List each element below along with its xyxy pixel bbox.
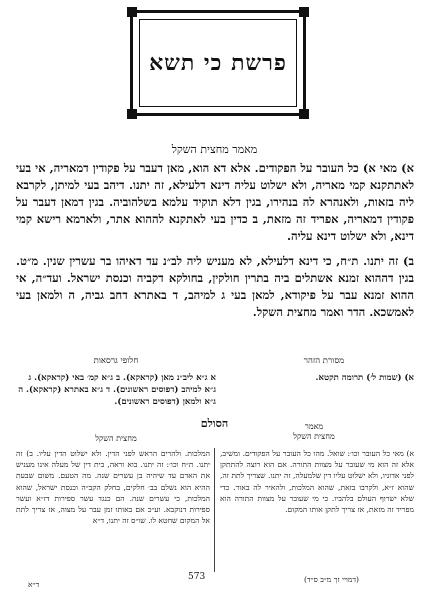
frame-ornament [299,7,309,17]
zohar-paragraph-2: ב) זה יתנו. ת״ח, כי דינא דלעילא, לא מעניש ליה לב״נ עד דאיהו בר עשרין שנין. מ״ט. בגין דההוא זמנא אשתלים ביה בתרין חולקין, בחולקא דקביה וכנסת ישראל. ועד״ה, אי ההוא זמנא עבר על פיקודא, למאן בעי ג למיהב, ד באתרא דחב גביה, ה ולמאן בעי לאמשכא. הדר ואמר מחצית השקל. [16,254,414,319]
article-heading: מאמר מחצית השקל [171,143,258,156]
commentary-subhead-right [274,422,354,442]
subhead-line-2: מחצית השקל [293,432,335,441]
parsha-title: פרשת כי תשא [149,50,287,76]
zohar-text [16,160,414,329]
variants-heading: חלופי גרסאות [93,356,139,366]
frame-ornament [299,109,309,119]
commentary-text-left: המלכות. ולהרים הראש לפני הדין. ולא ישלוט הדין עליו. ב) זה יתנו. ת״ח וכו׳: זה יתנו. בוא וראה, בית דין של מעלה אינו מעניש את האדם עד שיהיה בן עשרים שנה. מה הטעם. משום שבעת ההיא הוא נשלם בב׳ חלקים, בחלק הקב״ה וכנסת ישראל, שהוא המלכות, כי עשרים שנה. הם כנגד עשר ספירות דז״א ועשר ספירות דנוקבא. וע״כ אם באותו זמן עבר על מצוה, אז צריך לתת אל המקום שחטא לו. שו״ס זה יתנו, ד״א [16,449,210,526]
frame-ornament [127,109,137,119]
column-end-marker: ד״א [28,580,40,589]
commentary-text-right: א) מאי כל העובר וכו׳: שואל. מהו כל העובר על הפקודים. ומשיב, אלא זה הוא מי שעובר על מצוות התורה. אם הוא רוצה להתתקן לפני אדוניו, ולא ישלוט עליו דין שלמעלה, זה יתנו. שצריך לתת זה, שהוא ז״א, ולקרבו בזאת, שהוא המלכות, ולהאיר לה באור. כדי שלא ישרוף העולם בלהביו. כי מי שעובר על מצוות התורה הוא מפריד זה מזאת, אז צריך לתקן אותו המקום. [220,449,414,515]
frame-ornament [127,7,137,17]
variants-note [16,355,216,408]
title-frame-inner [139,19,297,107]
sources-note [234,355,414,384]
sources-heading: מסורת הזהר [303,356,345,366]
sources-body: א) (שמות ל׳) תרומה תקטא. [315,373,414,383]
subhead-line-1: מאמר [304,422,324,431]
commentary-column-right [220,448,414,515]
commentary-heading: הסולם [200,417,229,430]
commentary-subhead-left: מחצית השקל [95,434,137,443]
footnote: (דמויי זך מ״ב ס״ד) [304,575,359,584]
page-number: 573 [188,572,206,582]
notes-row [16,355,414,413]
column-divider [214,448,215,572]
variants-body: א ג״א ליב״נ מאן (קראקא). ב ג״א קמ׳ באי (קראקא). ג ג״א למיהב (דפוסים ראשונים). ד ג״א באתרא (קראקא). ה ג״א ולמאן (דפוסים ראשונים). [18,373,216,407]
commentary-column-left [16,448,210,526]
title-frame [130,10,306,116]
zohar-paragraph-1: א) מאי א) כל העובר על הפקודים. אלא דא הוא, מאן דעבר על פקודין דמאריה, אי בעי לאתתקנא קמי מאריה, ולא ישלוט עליה דינא דלעילא, זה יתנו. דיהב בעי למיתן, לקרבא ליה בזאות, ולאנהרא לה בנהירו, בגין דלא תוקיד עלמא בשלהוביה. בגין דמאן דעבר על פקודין דמאריה, אפריד זה מזאת, ב כדין בעי לאתקנא לההוא אתר, ולארמא רישא קמי דינא, ולא ישלוט דינא עליה. [16,161,414,243]
